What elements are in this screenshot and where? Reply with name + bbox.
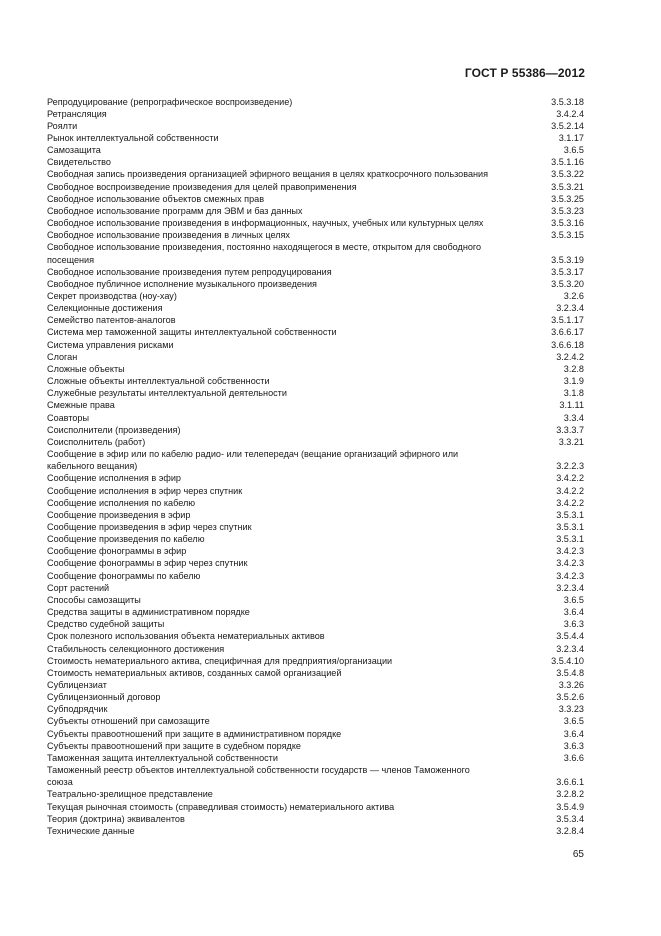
index-term: Стабильность селекционного достижения: [47, 643, 225, 654]
index-term: Стоимость нематериального актива, специфичная для предприятия/организации: [47, 655, 393, 666]
index-term: Сублицензиат: [47, 680, 107, 690]
index-term: Свободное использование программ для ЭВМ и баз данных: [47, 205, 303, 216]
index-reference: 3.5.1.16: [551, 157, 584, 168]
index-reference: 3.6.5: [563, 716, 584, 727]
index-term: Сообщение фонограммы по кабелю: [47, 570, 201, 581]
index-entry: [47, 96, 584, 108]
index-reference: 3.2.3.4: [556, 582, 584, 593]
index-entry: [47, 533, 584, 545]
index-term: Рынок интеллектуальной собственности: [47, 132, 219, 143]
index-term: Сообщение произведения в эфир через спутник: [47, 521, 252, 532]
index-entry: [47, 497, 584, 509]
index-entry: [47, 715, 584, 727]
index-term: Секрет производства (ноу-хау): [47, 291, 177, 301]
index-term: Свободное использование произведения в информационных, научных, учебных или культурных целях: [47, 218, 484, 229]
index-entry: [47, 181, 584, 193]
index-term: Сообщение в эфир или по кабелю радио- или телепередач (вещание организаций эфирного или: [47, 449, 459, 460]
index-reference: 3.5.3.1: [556, 521, 584, 532]
index-entry: [47, 193, 584, 205]
index-entry: [47, 387, 584, 399]
index-entries: [47, 96, 584, 838]
index-entry: [47, 168, 584, 180]
index-term: Субъекты правоотношений при защите в судебном порядке: [47, 740, 301, 751]
index-term: Свободная запись произведения организацией эфирного вещания в целях краткосрочного пользования: [47, 169, 489, 180]
index-term: Таможенный реестр объектов интеллектуальной собственности государств — членов Таможенного: [47, 765, 470, 776]
index-term: Свободное публичное исполнение музыкального произведения: [47, 278, 317, 289]
index-entry: [47, 643, 584, 655]
index-reference: 3.4.2.4: [556, 108, 584, 119]
index-term: Самозащита: [47, 145, 101, 156]
index-entry: [47, 667, 584, 679]
page-number: 65: [572, 849, 584, 860]
index-reference: 3.1.17: [558, 132, 584, 143]
document-header: ГОСТ Р 55386—2012: [464, 66, 585, 80]
index-term: Сублицензионный договор: [47, 692, 161, 703]
index-entry: [47, 752, 584, 764]
index-term: Свидетельство: [47, 157, 111, 168]
index-reference: 3.6.6: [563, 752, 584, 763]
index-entry: [47, 108, 584, 120]
index-term-continuation: посещения: [47, 254, 95, 265]
index-entry: [47, 217, 584, 229]
index-term: Слоган: [47, 351, 78, 362]
index-entry: [47, 788, 584, 800]
index-entry: [47, 545, 584, 557]
index-reference: 3.3.3.7: [556, 424, 584, 435]
index-reference: 3.5.3.1: [556, 534, 584, 545]
index-entry: [47, 266, 584, 278]
index-entry: [47, 655, 584, 667]
index-reference: 3.2.8.2: [556, 789, 584, 800]
index-term: Текущая рыночная стоимость (справедливая стоимость) нематериального актива: [47, 801, 395, 812]
index-reference: 3.5.3.20: [551, 278, 584, 289]
index-reference: 3.5.2.14: [551, 120, 584, 131]
index-entry: [47, 205, 584, 217]
index-reference: 3.1.9: [563, 376, 584, 387]
index-entry: [47, 691, 584, 703]
index-reference: 3.4.2.3: [556, 558, 584, 569]
index-term: Система управления рисками: [47, 339, 174, 350]
index-entry: [47, 326, 584, 338]
index-entry: [47, 485, 584, 497]
index-entry: [47, 436, 584, 448]
index-entry: [47, 703, 584, 715]
index-term: Свободное использование произведения путем репродуцирования: [47, 266, 332, 277]
index-entry: [47, 314, 584, 326]
index-reference: 3.5.2.6: [556, 692, 584, 703]
index-reference: 3.3.4: [563, 412, 584, 423]
index-term: Семейство патентов-аналогов: [47, 315, 176, 326]
index-term: Свободное использование произведения, постоянно находящегося в месте, открытом для свободного: [47, 242, 482, 253]
index-term: Сообщение фонограммы в эфир: [47, 546, 187, 557]
index-term: Театрально-зрелищное представление: [47, 789, 213, 800]
index-entry: [47, 339, 584, 351]
index-term-continuation: кабельного вещания): [47, 461, 138, 472]
index-term: Субподрядчик: [47, 704, 108, 715]
index-reference: 3.4.2.2: [556, 485, 584, 496]
index-reference: 3.5.3.1: [556, 509, 584, 520]
index-term: Система мер таможенной защиты интеллектуальной собственности: [47, 327, 337, 338]
index-term: Срок полезного использования объекта нематериальных активов: [47, 631, 325, 642]
index-reference: 3.6.3: [563, 740, 584, 751]
index-term: Ретрансляция: [47, 108, 107, 119]
index-reference: 3.6.5: [563, 594, 584, 605]
index-entry: [47, 728, 584, 740]
index-term: Субъекты правоотношений при защите в административном порядке: [47, 728, 342, 739]
index-reference: 3.3.23: [558, 704, 584, 715]
index-entry: [47, 679, 584, 691]
index-reference: 3.5.3.21: [551, 181, 584, 192]
index-reference: 3.5.4.10: [551, 655, 584, 666]
index-entry: [47, 144, 584, 156]
index-reference: 3.1.8: [563, 388, 584, 399]
index-entry: [47, 120, 584, 132]
index-term: Соисполнители (произведения): [47, 424, 181, 435]
index-entry: [47, 302, 584, 314]
index-term: Свободное воспроизведение произведения для целей правоприменения: [47, 181, 357, 192]
index-term: Свободное использование произведения в личных целях: [47, 230, 290, 241]
index-term: Сообщение исполнения по кабелю: [47, 497, 196, 508]
index-reference: 3.5.4.9: [556, 801, 584, 812]
index-entry: [47, 241, 584, 265]
index-term: Сообщение исполнения в эфир через спутник: [47, 485, 243, 496]
index-entry: [47, 594, 584, 606]
index-reference: 3.6.6.17: [551, 327, 584, 338]
index-entry: [47, 557, 584, 569]
index-reference: 3.5.3.18: [551, 96, 584, 107]
index-reference: 3.1.11: [559, 400, 584, 411]
index-reference: 3.5.3.15: [551, 230, 584, 241]
index-entry: [47, 156, 584, 168]
index-entry: [47, 570, 584, 582]
index-entry: [47, 813, 584, 825]
index-entry: [47, 582, 584, 594]
index-term: Субъекты отношений при самозащите: [47, 716, 210, 727]
index-term: Сорт растений: [47, 582, 110, 593]
index-entry: [47, 363, 584, 375]
index-entry: [47, 132, 584, 144]
index-reference: 3.2.2.3: [556, 461, 584, 472]
index-term: Соавторы: [47, 412, 90, 423]
index-term: Сообщение произведения в эфир: [47, 509, 191, 520]
index-reference: 3.6.6.1: [556, 777, 584, 788]
index-entry: [47, 509, 584, 521]
index-reference: 3.5.3.23: [551, 205, 584, 216]
index-term: Служебные результаты интеллектуальной деятельности: [47, 388, 287, 399]
index-term: Соисполнитель (работ): [47, 436, 146, 447]
index-reference: 3.2.4.2: [556, 351, 584, 362]
index-entry: [47, 801, 584, 813]
index-entry: [47, 412, 584, 424]
index-reference: 3.3.21: [558, 436, 584, 447]
index-reference: 3.5.3.4: [556, 813, 584, 824]
index-reference: 3.5.3.19: [551, 254, 584, 265]
index-reference: 3.6.6.18: [551, 339, 584, 350]
index-term: Сообщение исполнения в эфир: [47, 473, 181, 484]
index-entry: [47, 229, 584, 241]
index-entry: [47, 375, 584, 387]
index-reference: 3.2.8: [563, 363, 584, 374]
index-term: Сложные объекты интеллектуальной собственности: [47, 376, 270, 387]
index-reference: 3.6.3: [563, 619, 584, 630]
index-reference: 3.6.4: [563, 607, 584, 618]
index-reference: 3.4.2.3: [556, 546, 584, 557]
index-reference: 3.4.2.2: [556, 497, 584, 508]
index-reference: 3.2.8.4: [556, 825, 584, 836]
index-entry: [47, 351, 584, 363]
index-term: Таможенная защита интеллектуальной собственности: [47, 752, 278, 763]
index-term: Репродуцирование (репрографическое воспроизведение): [47, 96, 293, 107]
index-term: Теория (доктрина) эквивалентов: [47, 813, 185, 824]
index-entry: [47, 448, 584, 472]
index-reference: 3.2.3.4: [556, 303, 584, 314]
index-term: Смежные права: [47, 400, 115, 411]
index-term: Стоимость нематериальных активов, созданных самой организацией: [47, 667, 342, 678]
index-reference: 3.5.3.25: [551, 193, 584, 204]
index-entry: [47, 399, 584, 411]
index-entry: [47, 618, 584, 630]
index-term: Средства защиты в административном порядке: [47, 607, 250, 618]
index-term: Роялти: [47, 120, 78, 131]
index-entry: [47, 764, 584, 788]
index-reference: 3.3.26: [558, 680, 584, 690]
index-reference: 3.5.3.17: [551, 266, 584, 277]
index-reference: 3.5.4.8: [556, 667, 584, 678]
index-term: Сообщение произведения по кабелю: [47, 534, 205, 545]
index-reference: 3.2.6: [563, 291, 584, 301]
index-entry: [47, 825, 584, 837]
index-term: Технические данные: [47, 825, 135, 836]
index-term-continuation: союза: [47, 777, 73, 788]
index-term: Свободное использование объектов смежных прав: [47, 193, 265, 204]
index-reference: 3.5.4.4: [556, 631, 584, 642]
index-reference: 3.6.5: [563, 145, 584, 156]
index-term: Средство судебной защиты: [47, 619, 165, 630]
index-entry: [47, 630, 584, 642]
index-entry: [47, 472, 584, 484]
index-entry: [47, 521, 584, 533]
index-reference: 3.5.3.16: [551, 218, 584, 229]
index-reference: 3.5.1.17: [551, 315, 584, 326]
index-entry: [47, 290, 584, 302]
index-entry: [47, 278, 584, 290]
index-term: Селекционные достижения: [47, 303, 163, 314]
index-entry: [47, 606, 584, 618]
index-term: Способы самозащиты: [47, 594, 141, 605]
index-reference: 3.2.3.4: [556, 643, 584, 654]
index-reference: 3.6.4: [563, 728, 584, 739]
index-reference: 3.5.3.22: [551, 169, 584, 180]
index-term: Сообщение фонограммы в эфир через спутник: [47, 558, 248, 569]
index-reference: 3.4.2.3: [556, 570, 584, 581]
index-entry: [47, 424, 584, 436]
index-entry: [47, 740, 584, 752]
index-term: Сложные объекты: [47, 363, 125, 374]
index-reference: 3.4.2.2: [556, 473, 584, 484]
